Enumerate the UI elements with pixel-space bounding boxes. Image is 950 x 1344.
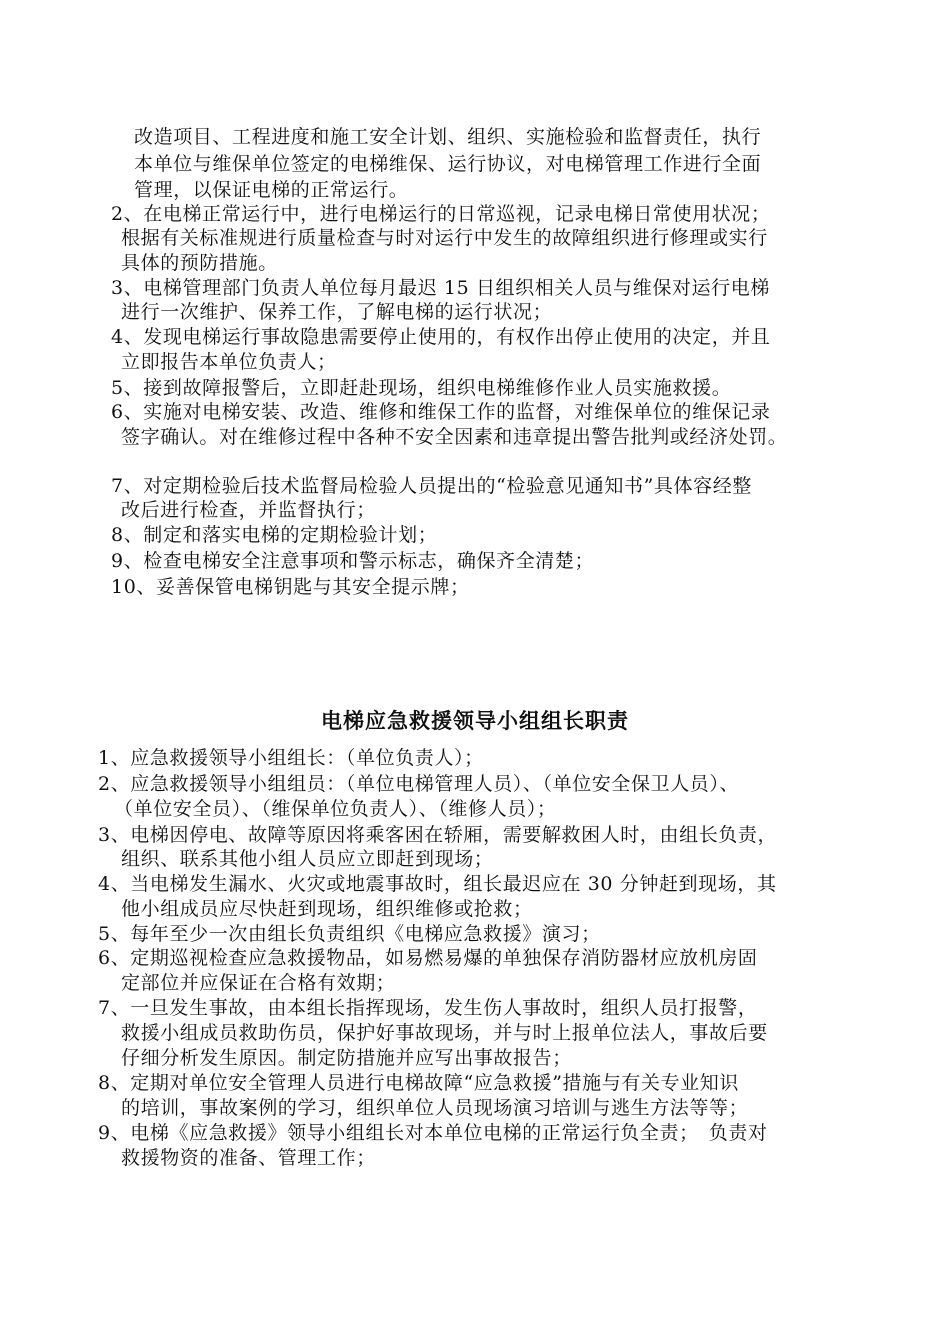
list-item: 9、电梯《应急救援》领导小组组长对本单位电梯的正常运行负全责； 负责对 [98, 1122, 768, 1144]
list-item: 7、对定期检验后技术监督局检验人员提出的“检验意见通知书”具体容经整 [111, 475, 752, 497]
text-line: 签字确认。对在维修过程中各种不安全因素和违章提出警告批判或经济处罚。 [121, 426, 788, 448]
list-item: 4、当电梯发生漏水、火灾或地震事故时，组长最迟应在 30 分钟赶到现场，其 [98, 873, 777, 895]
text-line: 救援物资的准备、管理工作； [121, 1147, 376, 1169]
list-item: 3、电梯管理部门负责人单位每月最迟 15 日组织相关人员与维保对运行电梯 [111, 277, 770, 299]
text-line: 根据有关标准规进行质量检查与时对运行中发生的故障组织进行修理或实行 [121, 227, 768, 249]
list-item: 6、实施对电梯安装、改造、维修和维保工作的监督，对维保单位的维保记录 [111, 401, 771, 423]
section-heading: 电梯应急救援领导小组组长职责 [321, 709, 629, 733]
text-line: 组织、联系其他小组人员应立即赶到现场； [121, 848, 494, 870]
list-item: 3、电梯因停电、故障等原因将乘客困在轿厢，需要解救困人时，由组长负责， [98, 824, 778, 846]
list-item: 2、在电梯正常运行中，进行电梯运行的日常巡视，记录电梯日常使用状况； [111, 203, 771, 225]
list-item: 9、检查电梯安全注意事项和警示标志，确保齐全清楚； [111, 550, 595, 572]
text-line: 仔细分析发生原因。制定防措施并应写出事故报告； [121, 1047, 572, 1069]
text-line: 进行一次维护、保养工作，了解电梯的运行状况； [121, 301, 553, 323]
text-line: 他小组成员应尽快赶到现场，组织维修或抢救； [121, 898, 533, 920]
list-item: 4、发现电梯运行事故隐患需要停止使用的，有权作出停止使用的决定，并且 [111, 326, 771, 348]
text-line: 立即报告本单位负责人； [121, 351, 337, 373]
text-line: （单位安全员）、（维保单位负责人）、（维修人员）； [114, 798, 557, 820]
text-line: 具体的预防措施。 [121, 252, 278, 274]
text-line: 管理，以保证电梯的正常运行。 [134, 179, 409, 201]
list-item: 10、妥善保管电梯钥匙与其安全提示牌； [111, 576, 470, 598]
list-item: 1、应急救援领导小组组长：（单位负责人）； [98, 747, 484, 769]
text-line: 改后进行检查，并监督执行； [121, 499, 376, 521]
list-item: 5、接到故障报警后，立即赶赴现场，组织电梯维修作业人员实施救援。 [111, 377, 732, 399]
text-line: 改造项目、工程进度和施工安全计划、组织、实施检验和监督责任，执行 [134, 126, 762, 148]
list-item: 2、应急救援领导小组组员：（单位电梯管理人员）、（单位安全保卫人员）、 [98, 773, 740, 795]
text-line: 的培训，事故案例的学习，组织单位人员现场演习培训与逃生方法等等； [121, 1097, 749, 1119]
list-item: 8、制定和落实电梯的定期检验计划； [111, 524, 438, 546]
text-line: 定部位并应保证在合格有效期； [121, 972, 396, 994]
list-item: 5、每年至少一次由组长负责组织《电梯应急救援》演习； [98, 923, 601, 945]
list-item: 6、定期巡视检查应急救援物品，如易燃易爆的单独保存消防器材应放机房固 [98, 947, 758, 969]
list-item: 8、定期对单位安全管理人员进行电梯故障“应急救援”措施与有关专业知识 [98, 1072, 739, 1094]
list-item: 7、一旦发生事故，由本组长指挥现场，发生伤人事故时，组织人员打报警， [98, 997, 758, 1019]
text-line: 本单位与维保单位签定的电梯维保、运行协议，对电梯管理工作进行全面 [134, 153, 762, 175]
text-line: 救援小组成员救助伤员，保护好事故现场，并与时上报单位法人，事故后要 [121, 1022, 768, 1044]
